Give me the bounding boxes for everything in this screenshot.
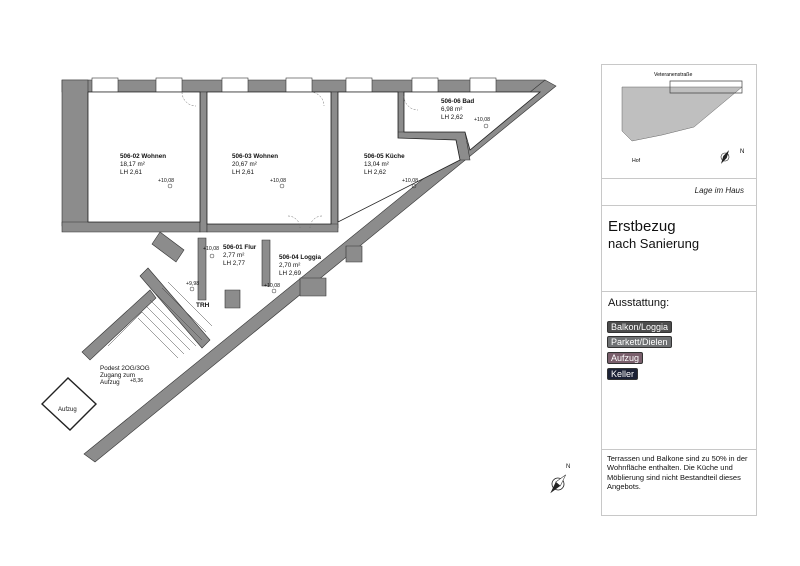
mini-compass-icon [718, 148, 733, 166]
room-area: 2,77 m² [223, 252, 245, 259]
room-name: 506-06 Bad [441, 98, 475, 105]
room-name: 506-05 Küche [364, 153, 405, 160]
landing-label [100, 365, 150, 386]
elevator-box [42, 378, 96, 430]
landing-line: Podest 2OG/3OG [100, 365, 150, 372]
room-level: +10,08 [264, 283, 281, 289]
subline: nach Sanierung [608, 236, 700, 251]
room-name: 506-01 Flur [223, 244, 257, 251]
room-height: LH 2,69 [279, 270, 302, 277]
room-height: LH 2,77 [223, 260, 246, 267]
room-name: 506-04 Loggia [279, 254, 321, 261]
room-level: +10,08 [474, 117, 491, 123]
stair-level: +9,98 [186, 281, 200, 287]
room-level: +10,08 [270, 178, 287, 184]
compass-icon [546, 471, 571, 497]
elevator-label: Aufzug [58, 407, 77, 413]
room-area: 18,17 m² [120, 161, 145, 168]
feature-tag-cellar: Keller [607, 368, 638, 380]
room-height: LH 2,61 [232, 169, 255, 176]
mini-compass-label: N [740, 149, 745, 155]
landing-line: Aufzug [100, 379, 120, 386]
room-height: LH 2,62 [441, 114, 464, 121]
landing-level: +8,36 [130, 378, 144, 384]
room-level: +10,08 [402, 178, 419, 184]
room-height: LH 2,62 [364, 169, 387, 176]
stair-label: TRH [196, 302, 210, 309]
location-caption: Lage im Haus [694, 186, 744, 195]
yard-label: Hof [632, 158, 641, 164]
room-name: 506-02 Wohnen [120, 153, 167, 160]
room-506-01 [203, 244, 257, 267]
room-area: 13,04 m² [364, 161, 389, 168]
info-panel [601, 64, 757, 516]
feature-tag-balcony: Balkon/Loggia [607, 321, 672, 333]
room-level: +10,08 [158, 178, 175, 184]
room-level: +10,08 [203, 246, 220, 252]
street-label: Veteranenstraße [654, 72, 693, 78]
compass-label: N [566, 464, 571, 470]
features-label: Ausstattung: [608, 297, 670, 309]
footnote: Terrassen und Balkone sind zu 50% in der Wohnfläche enthalten. Die Küche und Möblierung sind nicht Bestandteil dieses Angebots. [607, 454, 748, 492]
room-area: 20,67 m² [232, 161, 257, 168]
room-area: 2,70 m² [279, 262, 301, 269]
headline: Erstbezug [608, 218, 676, 235]
feature-tag-elevator: Aufzug [607, 352, 643, 364]
feature-tag-parquet: Parkett/Dielen [607, 336, 672, 348]
landing-line: Zugang zum [100, 372, 136, 379]
room-area: 6,98 m² [441, 106, 463, 113]
location-map [602, 65, 756, 178]
room-name: 506-03 Wohnen [232, 153, 279, 160]
room-height: LH 2,61 [120, 169, 143, 176]
